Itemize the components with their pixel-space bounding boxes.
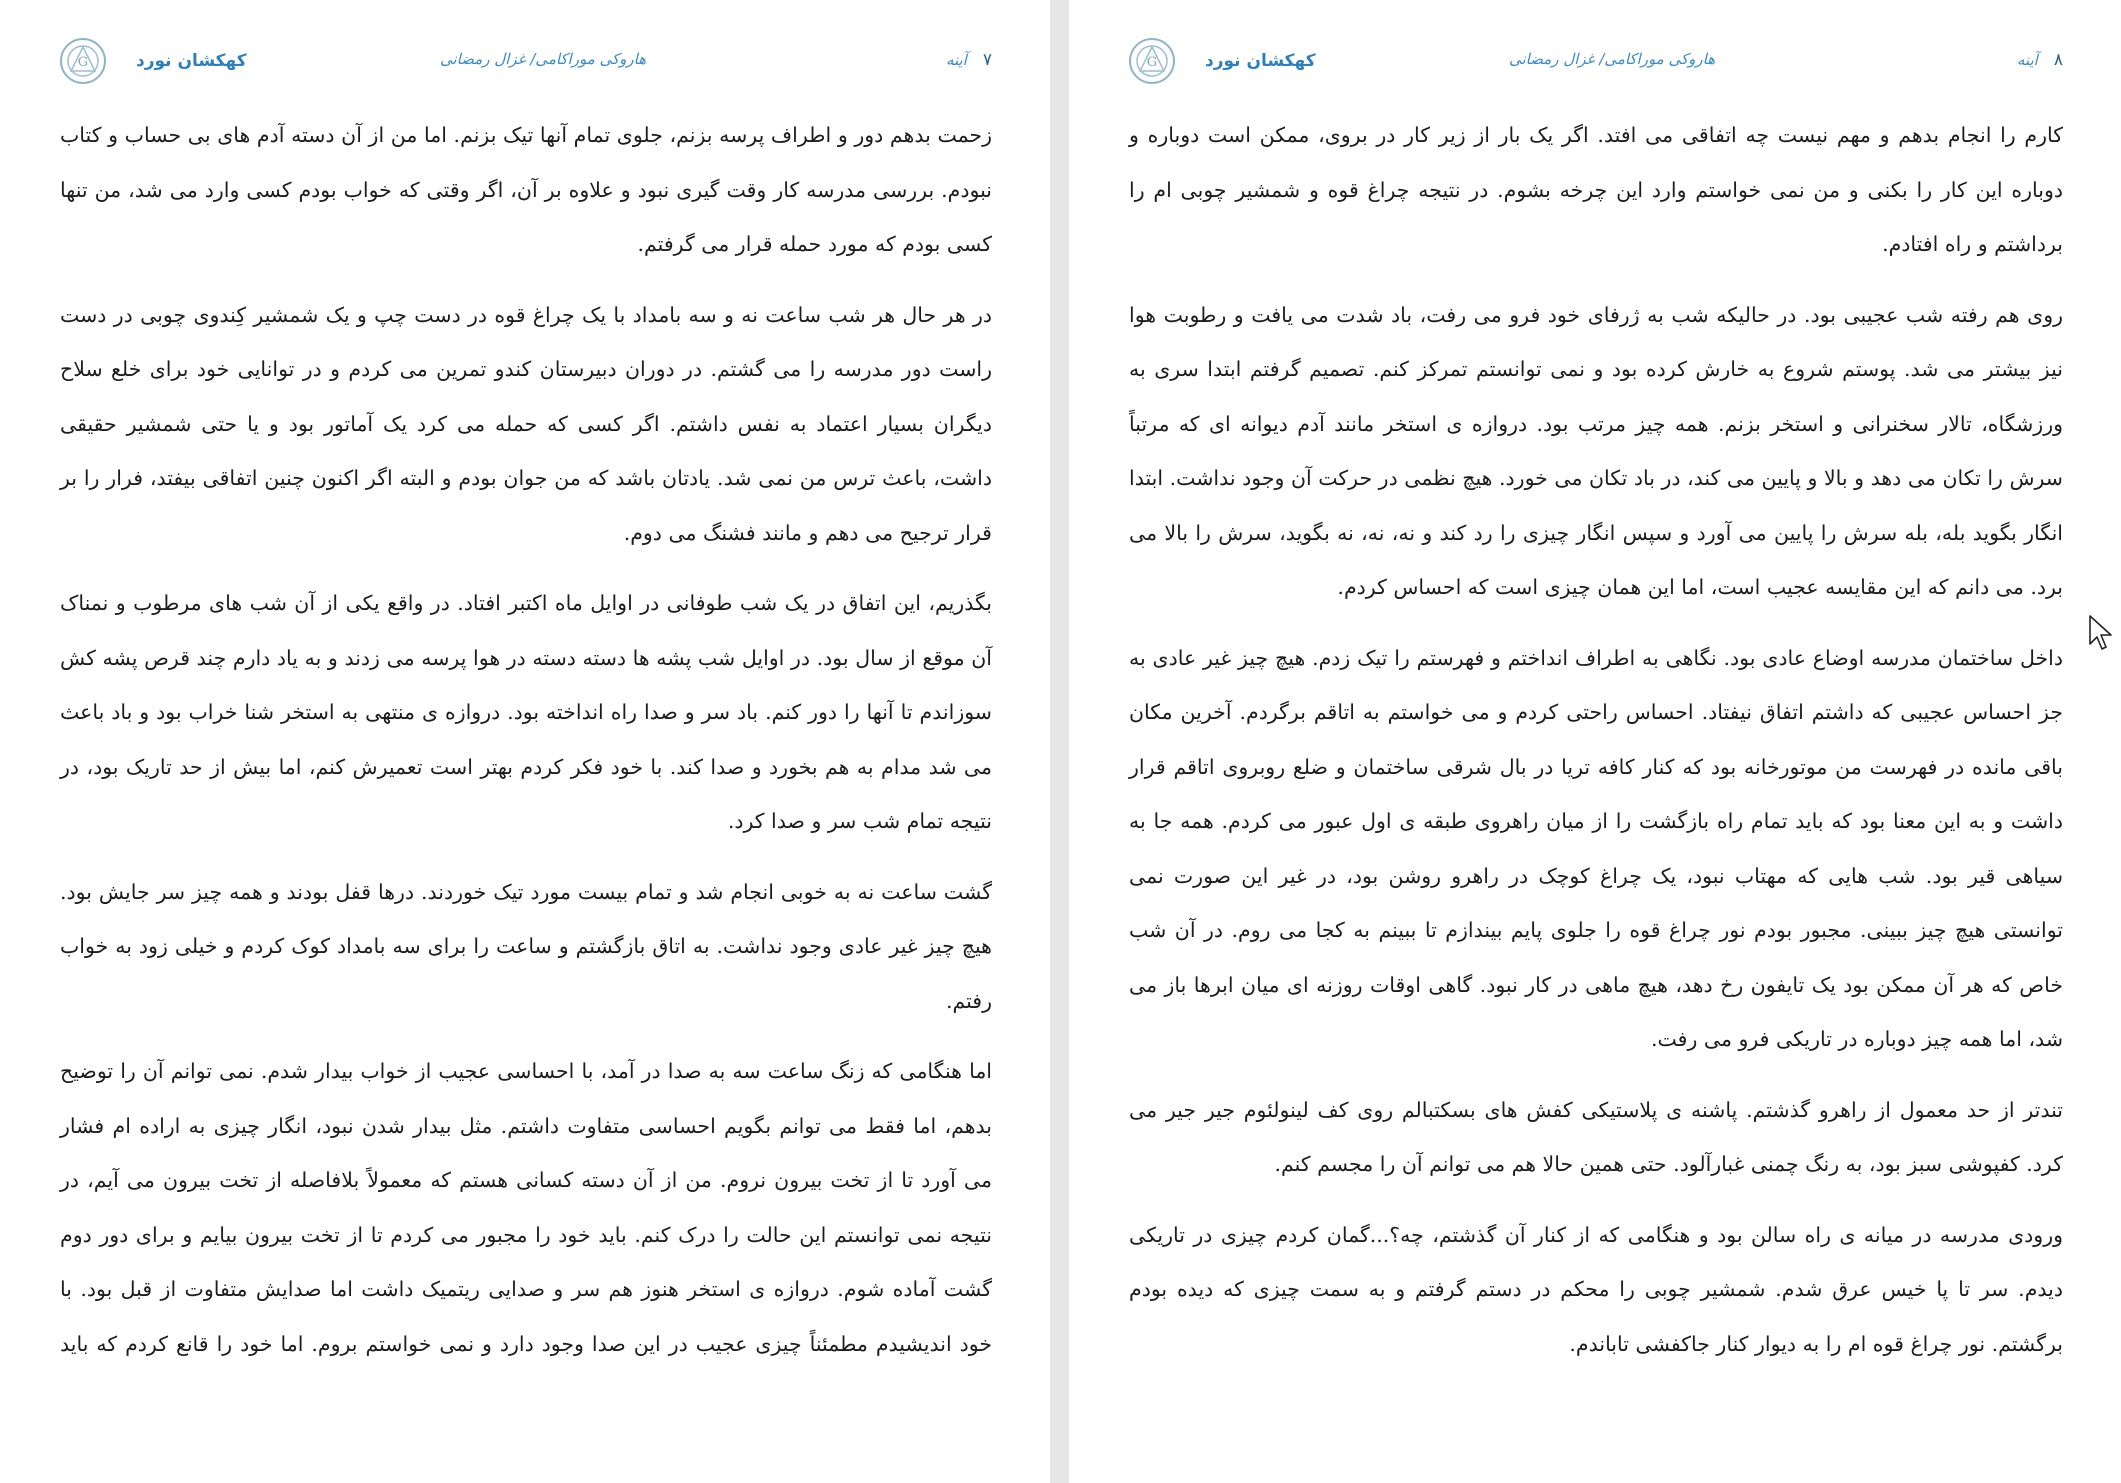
page-number: ۷ <box>982 50 992 70</box>
paragraph: زحمت بدهم دور و اطراف پرسه بزنم، جلوی تمام آنها تیک بزنم. اما من از آن دسته آدم های بی حساب و کتاب نبودم. بررسی مدرسه کار وقت گیری نبود و علاوه بر آن، اگر وقتی که خواب بودم کسی وارد می شد، من تنها کسی بودم که مورد حمله قرار می گرفتم. <box>60 123 993 256</box>
brand-logo <box>60 36 247 86</box>
page-body <box>60 108 992 1387</box>
paragraph: تندتر از حد معمول از راهرو گذشتم. پاشنه ی پلاستیکی کفش های بسکتبالم روی کف لینولئوم جیر جیر می کرد. کفپوشی سبز بود، به رنگ چمنی غبارآلود. حتی همین حالا هم می توانم آن را مجسم کنم. <box>1129 1097 2063 1176</box>
paragraph: کارم را انجام بدهم و مهم نیست چه اتفاقی می افتد. اگر یک بار از زیر کار در بروی، ممکن است دوباره و دوباره این کار را بکنی و من نمی خواستم وارد این چرخه بشوم. در نتیجه چراغ قوه و شمشیر چوبی ام را برداشتم و راه افتادم. <box>1129 123 2063 256</box>
brand-name: کهکشان نورد <box>136 51 247 71</box>
paragraph: ورودی مدرسه در میانه ی راه سالن بود و هنگامی که از کنار آن گذشتم، چه؟...گمان کردم چیزی در تاریکی دیدم. سر تا پا خیس عرق شدم. شمشیر چوبی را محکم در دستم گرفتم و به سمت چیزی که دیده بودم برگشتم. نور چراغ قوه ام را به دیوار کنار جاکفشی تاباندم. <box>1129 1222 2063 1356</box>
svg-text:G: G <box>77 55 89 70</box>
svg-text:G: G <box>1146 55 1158 70</box>
page-number: ۸ <box>2053 50 2063 70</box>
galaxy-logo-icon <box>60 38 106 84</box>
page-header <box>1129 36 2063 86</box>
paragraph: داخل ساختمان مدرسه اوضاع عادی بود. نگاهی به اطراف انداختم و فهرستم را تیک زدم. هیچ چیز غیر عادی به جز احساس عجیبی که داشتم اتفاق نیفتاد. احساس راحتی کردم و می خواستم به اتاقم برگردم. آخرین مکان باقی مانده در فهرست من موتورخانه بود که کنار کافه تریا در بال شرقی ساختمان و ضلع روبروی اتاقم قرار داشت و به این معنا بود که باید تمام راه بازگشت را از میان راهروی طبقه ی اول عبور می کردم. همه جا به سیاهی قیر بود. شب هایی که مهتاب نبود، یک چراغ کوچک در راهرو روشن بود، در غیر این صورت نمی توانستی هیچ چیز ببینی. مجبور بودم نور چراغ قوه را جلوی پایم بیندازم تا ببینم به کجا می روم. در آن شب خاص که هر آن ممکن بود یک تایفون رخ دهد، هیچ ماهی در کار نبود. گاهی اوقات روزنه ای میان ابرها باز می شد، اما همه چیز دوباره در تاریکی فرو می رفت. <box>1129 645 2063 1051</box>
header-page-info <box>2017 50 2063 70</box>
brand-logo <box>1129 36 1316 86</box>
book-title: آینه <box>945 51 967 69</box>
header-authors: هاروکی موراکامی/ غزال رمضانی <box>440 50 647 68</box>
header-page-info <box>946 50 992 70</box>
paragraph: بگذریم، این اتفاق در یک شب طوفانی در اوایل ماه اکتبر افتاد. در واقع یکی از آن شب های مرطوب و نمناک آن موقع از سال بود. در اوایل شب پشه ها دسته دسته در هوا پرسه می زدند و به یاد دارم چند قرص پشه کش سوزاندم تا آنها را دور کنم. باد سر و صدا راه انداخته بود. دروازه ی منتهی به استخر شنا خراب بود و باد باعث می شد مدام به هم بخورد و صدا کند. با خود فکر کردم بهتر است تعمیرش کنم، اما بیش از حد تاریک بود، در نتیجه تمام شب سر و صدا کرد. <box>60 591 992 833</box>
brand-name: کهکشان نورد <box>1205 51 1316 71</box>
paragraph: گشت ساعت نه به خوبی انجام شد و تمام بیست مورد تیک خوردند. درها قفل بودند و همه چیز سر جایش بود. هیچ چیز غیر عادی وجود نداشت. به اتاق بازگشتم و ساعت را برای سه بامداد کوک کردم و خیلی زود به خواب رفتم. <box>60 879 992 1013</box>
galaxy-logo-icon <box>1129 38 1175 84</box>
header-authors: هاروکی موراکامی/ غزال رمضانی <box>1509 50 1716 68</box>
page-8 <box>1069 0 2121 1483</box>
mouse-pointer-icon <box>2088 614 2114 654</box>
page-header <box>60 36 992 86</box>
paragraph: اما هنگامی که زنگ ساعت سه به صدا در آمد، با احساسی عجیب از خواب بیدار شدم. نمی توانم آن را توضیح بدهم، اما فقط می توانم بگویم احساسی متفاوت داشتم. مثل بیدار شدن نبود، انگار چیزی به اراده ام فشار می آورد تا از تخت بیرون نروم. من از آن دسته کسانی هستم که معمولاً بلافاصله از تخت بیرون می آیم، در نتیجه نمی توانستم این حالت را درک کنم. باید خود را مجبور می کردم تا از تخت بیرون بیایم و برای دور دوم گشت آماده شوم. دروازه ی استخر هنوز هم سر و صدایی ریتمیک داشت اما صدایش متفاوت از قبل بود. با خود اندیشیدم مطمئناً چیزی عجیب در این صدا وجود دارد و نمی خواستم بروم. اما خود را قانع کردم که باید <box>60 1059 992 1356</box>
book-title: آینه <box>2016 51 2038 69</box>
paragraph: در هر حال هر شب ساعت نه و سه بامداد با یک چراغ قوه در دست چپ و یک شمشیر کِندوی چوبی در دست راست دور مدرسه را می گشتم. در دوران دبیرستان کندو تمرین می کردم و در توانایی خود برای خلع سلاح دیگران بسیار اعتماد به نفس داشتم. اگر کسی که حمله می کرد یک آماتور بود و یا حتی شمشیر حقیقی داشت، باعث ترس من نمی شد. یادتان باشد که من جوان بودم و البته اگر اکنون چنین اتفاقی بیفتد، فرار را بر قرار ترجیح می دهم و مانند فشنگ می دوم. <box>60 302 992 545</box>
page-7 <box>0 0 1050 1483</box>
paragraph: روی هم رفته شب عجیبی بود. در حالیکه شب به ژرفای خود فرو می رفت، باد شدت می یافت و رطوبت هوا نیز بیشتر می شد. پوستم شروع به خارش کرده بود و نمی توانستم تمرکز کنم. تصمیم گرفتم ابتدا سری به ورزشگاه، تالار سخنرانی و استخر بزنم. همه چیز مرتب بود. دروازه ی استخر مانند آدم دیوانه ای که مرتباً سرش را تکان می دهد و بالا و پایین می کند، در باد تکان می خورد. هیچ نظمی در حرکت آن وجود نداشت. ابتدا انگار بگوید بله، بله سرش را پایین می آورد و سپس انگار چیزی را رد کند و نه، نه، نه بگوید، سرش را بالا می برد. می دانم که این مقایسه عجیب است، اما این همان چیزی است که احساس کردم. <box>1129 302 2063 599</box>
page-body <box>1129 108 2063 1387</box>
